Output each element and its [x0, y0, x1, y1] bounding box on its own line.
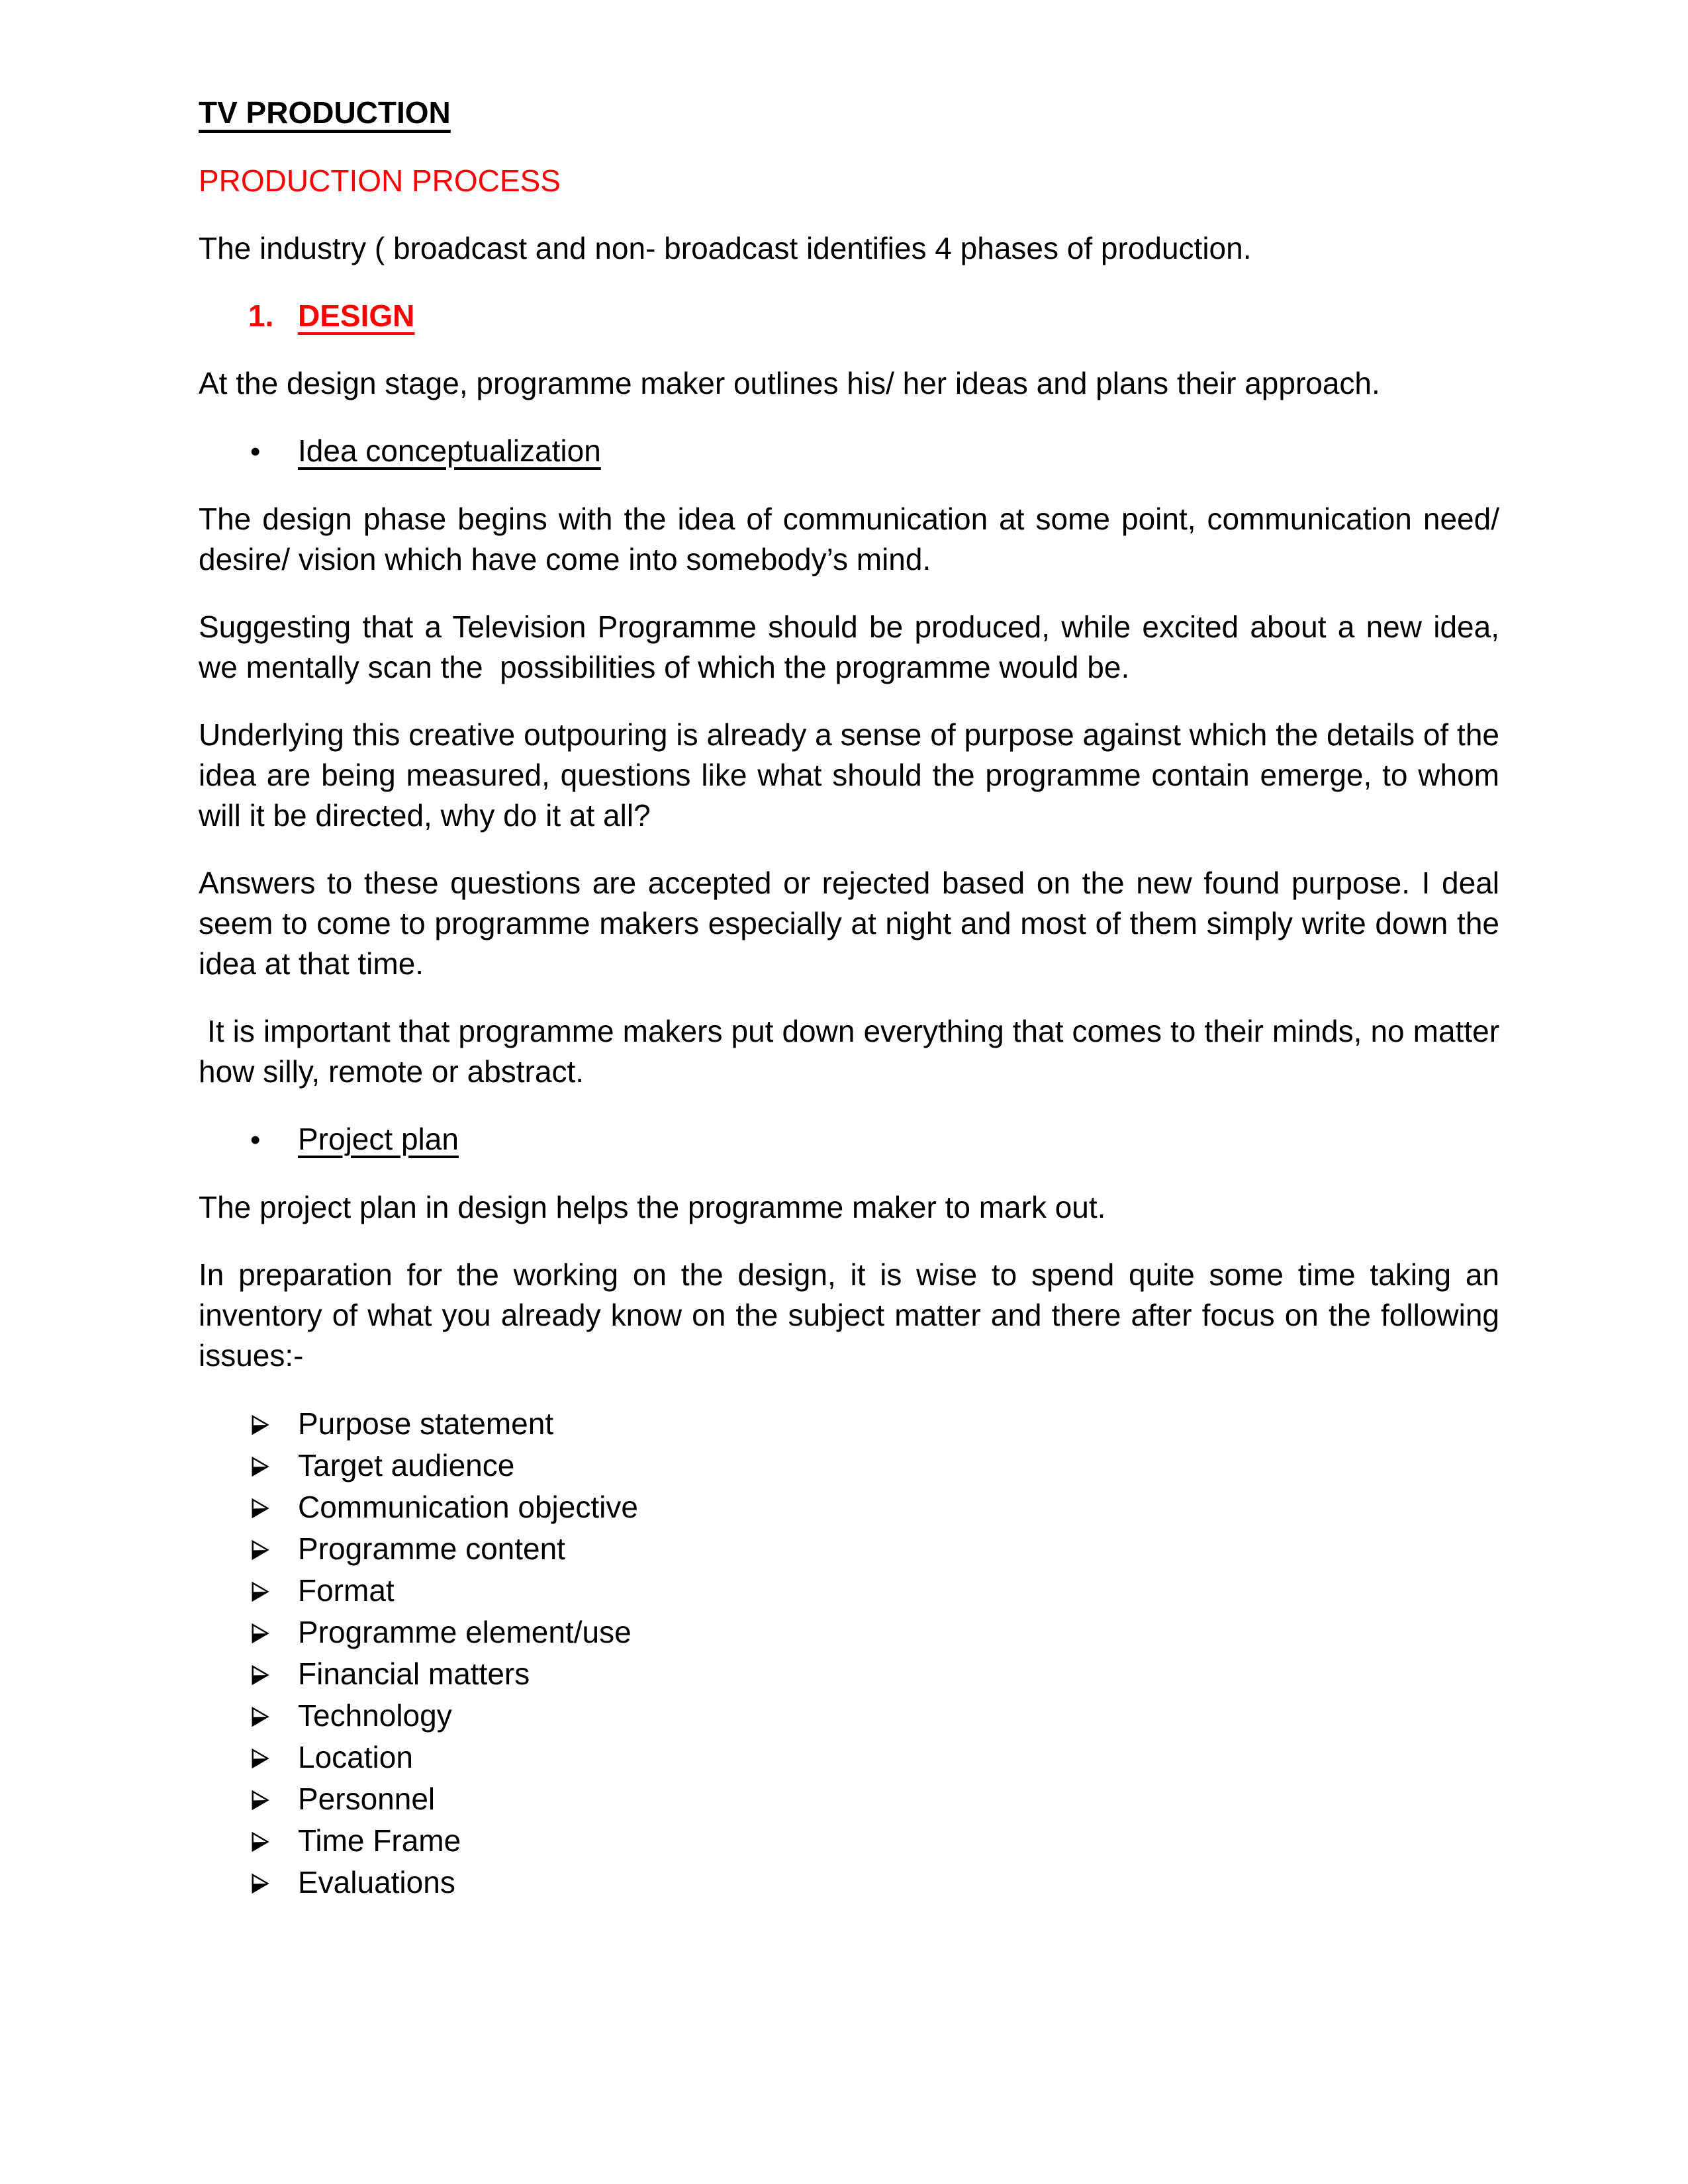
document-title — [199, 93, 1499, 133]
numbered-heading-design — [248, 296, 1499, 336]
arrow-bullet-icon — [250, 1695, 298, 1737]
list-item — [250, 1486, 1499, 1528]
list-item — [250, 1695, 1499, 1737]
list-item — [250, 1528, 1499, 1570]
heading-label: DESIGN — [298, 298, 415, 333]
list-item — [250, 1612, 1499, 1653]
arrow-bullet-icon — [250, 1486, 298, 1528]
section-heading-production-process: PRODUCTION PROCESS — [199, 163, 561, 198]
list-item-label: Evaluations — [298, 1865, 455, 1899]
list-item-label: Format — [298, 1573, 395, 1608]
list-item — [250, 1862, 1499, 1903]
list-item — [250, 1737, 1499, 1778]
list-item-label: Technology — [298, 1698, 452, 1733]
arrow-bullet-icon — [250, 1570, 298, 1612]
bullet-item-idea-conceptualization — [250, 431, 1499, 472]
heading-number: 1. — [248, 298, 274, 333]
arrow-bullet-icon — [250, 1862, 298, 1903]
paragraph-underlying: Underlying this creative outpouring is already a sense of purpose against which the details of the idea are being measured, questions like what should the programme contain emerge, to whom will it be directed, why do it at all? — [199, 717, 1508, 833]
paragraph-design-stage: At the design stage, programme maker outlines his/ her ideas and plans their approach. — [199, 366, 1380, 400]
bullet-item-project-plan — [250, 1119, 1499, 1160]
list-item — [250, 1570, 1499, 1612]
paragraph-project-plan: The project plan in design helps the programme maker to mark out. — [199, 1190, 1106, 1224]
bullet-icon: • — [250, 1124, 261, 1156]
arrow-bullet-icon — [250, 1737, 298, 1778]
paragraph-industry: The industry ( broadcast and non- broadcast identifies 4 phases of production. — [199, 231, 1252, 265]
bullet-icon: • — [250, 435, 261, 468]
list-item-label: Programme element/use — [298, 1615, 632, 1649]
issues-list — [199, 1403, 1499, 1903]
bullet-item-label: Project plan — [298, 1122, 459, 1156]
document-title-text: TV PRODUCTION — [199, 95, 451, 130]
arrow-bullet-icon — [250, 1528, 298, 1570]
list-item — [250, 1820, 1499, 1862]
paragraph-design-phase: The design phase begins with the idea of communication at some point, communication need/ desire/ vision which have come into somebody’s mind. — [199, 502, 1508, 576]
paragraph-suggesting: Suggesting that a Television Programme should be produced, while excited about a new idea, we mentally scan the possibilities of which the programme would be. — [199, 610, 1508, 684]
arrow-bullet-icon — [250, 1445, 298, 1486]
list-item — [250, 1653, 1499, 1695]
arrow-bullet-icon — [250, 1612, 298, 1653]
paragraph-answers: Answers to these questions are accepted or rejected based on the new found purpose. I deal seem to come to programme makers especially at night and most of them simply write down the idea at that time. — [199, 866, 1508, 981]
arrow-bullet-icon — [250, 1403, 298, 1445]
paragraph-important: It is important that programme makers put down everything that comes to their minds, no matter how silly, remote or abstract. — [199, 1014, 1508, 1089]
list-item-label: Communication objective — [298, 1490, 638, 1524]
list-item-label: Target audience — [298, 1448, 515, 1482]
arrow-bullet-icon — [250, 1820, 298, 1862]
list-item-label: Financial matters — [298, 1657, 530, 1691]
arrow-bullet-icon — [250, 1778, 298, 1820]
bullet-item-label: Idea conceptualization — [298, 433, 601, 468]
list-item-label: Purpose statement — [298, 1406, 554, 1441]
list-item-label: Time Frame — [298, 1823, 461, 1858]
list-item-label: Location — [298, 1740, 413, 1774]
list-item-label: Programme content — [298, 1531, 565, 1566]
arrow-bullet-icon — [250, 1653, 298, 1695]
paragraph-preparation: In preparation for the working on the design, it is wise to spend quite some time taking an inventory of what you already know on the subject matter and there after focus on the following issues:- — [199, 1257, 1508, 1373]
list-item — [250, 1403, 1499, 1445]
list-item-label: Personnel — [298, 1782, 436, 1816]
list-item — [250, 1445, 1499, 1486]
list-item — [250, 1778, 1499, 1820]
